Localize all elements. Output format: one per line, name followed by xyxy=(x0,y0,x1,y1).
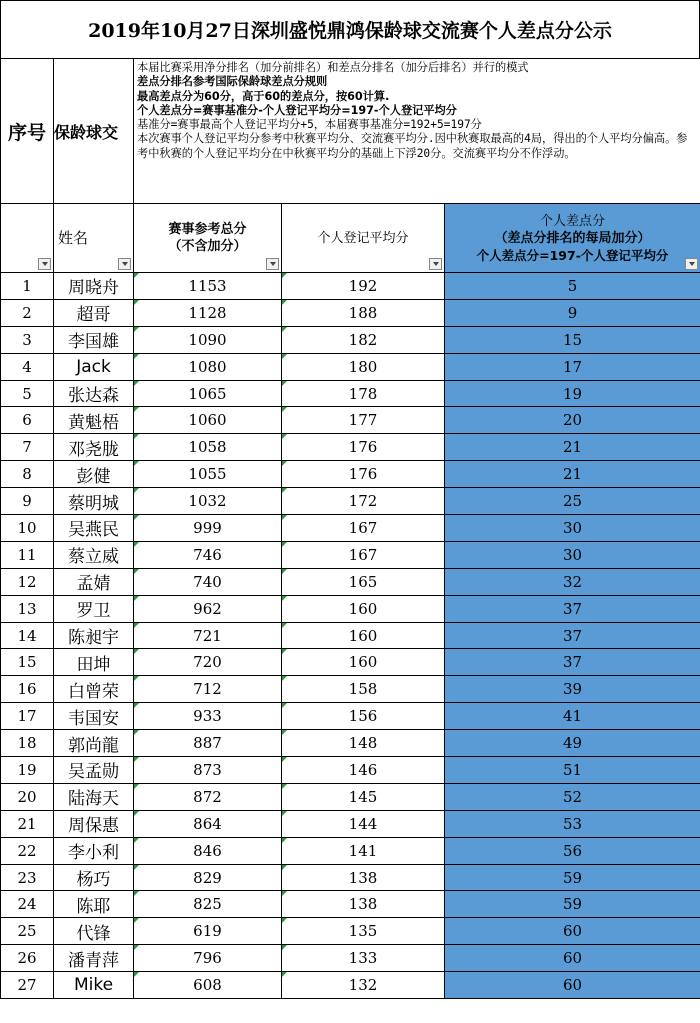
player-name-cell[interactable]: 陈昶宇 xyxy=(54,622,134,649)
total-score-cell[interactable]: 619 xyxy=(134,918,282,945)
row-number-cell[interactable]: 23 xyxy=(1,864,54,891)
filter-dropdown-icon[interactable] xyxy=(429,258,442,270)
row-number-cell[interactable]: 14 xyxy=(1,622,54,649)
total-score-cell[interactable]: 962 xyxy=(134,595,282,622)
average-score-cell[interactable]: 180 xyxy=(282,353,445,380)
handicap-cell[interactable]: 41 xyxy=(445,703,700,730)
total-score-cell[interactable]: 825 xyxy=(134,891,282,918)
player-name-cell[interactable]: 孟婧 xyxy=(54,568,134,595)
rules-note-line: 本次赛事个人登记平均分参考中秋赛平均分、交流赛平均分.因中秋赛取最高的4局，得出的个人平均分偏高。参考中秋赛的个人登记平均分在中秋赛平均分的基础上下浮20分。交流赛平均分不作浮动。 xyxy=(137,132,688,160)
row-number-cell[interactable]: 17 xyxy=(1,703,54,730)
row-number-cell[interactable]: 26 xyxy=(1,945,54,972)
rules-note-line: 差点分排名参考国际保龄球差点分规则 xyxy=(137,75,328,89)
seq-column-header xyxy=(1,204,54,273)
average-score-cell[interactable]: 188 xyxy=(282,299,445,326)
row-number-cell[interactable]: 27 xyxy=(1,972,54,999)
average-score-cell[interactable]: 160 xyxy=(282,595,445,622)
player-name-cell[interactable]: 李国雄 xyxy=(54,326,134,353)
table-row xyxy=(1,541,700,568)
avg-column-header xyxy=(282,204,445,273)
total-column-header xyxy=(134,204,282,273)
table-row xyxy=(1,891,700,918)
player-name-cell[interactable]: Jack xyxy=(54,353,134,380)
player-name-cell[interactable]: 代锋 xyxy=(54,918,134,945)
row-number-cell[interactable]: 5 xyxy=(1,380,54,407)
row-number-cell[interactable]: 12 xyxy=(1,568,54,595)
total-header-sublabel: （不含加分） xyxy=(168,239,247,254)
filter-dropdown-icon[interactable] xyxy=(685,258,698,270)
row-number-cell[interactable]: 19 xyxy=(1,757,54,784)
player-name-cell[interactable]: 彭健 xyxy=(54,461,134,488)
table-row xyxy=(1,407,700,434)
total-score-cell[interactable]: 721 xyxy=(134,622,282,649)
player-name-cell[interactable]: 田坤 xyxy=(54,649,134,676)
row-number-cell[interactable]: 11 xyxy=(1,541,54,568)
player-name-cell[interactable]: 陆海天 xyxy=(54,783,134,810)
handicap-cell[interactable]: 37 xyxy=(445,649,700,676)
average-score-cell[interactable]: 176 xyxy=(282,434,445,461)
average-score-cell[interactable]: 138 xyxy=(282,891,445,918)
handicap-cell[interactable]: 49 xyxy=(445,730,700,757)
handicap-column-header xyxy=(445,204,700,273)
average-score-cell[interactable]: 192 xyxy=(282,273,445,300)
player-name-cell[interactable]: 郭尚龍 xyxy=(54,730,134,757)
row-number-cell[interactable]: 13 xyxy=(1,595,54,622)
name-column-header xyxy=(54,204,134,273)
row-number-cell[interactable]: 10 xyxy=(1,515,54,542)
sheet-title: 2019年10月27日深圳盛悦鼎鸿保龄球交流赛个人差点分公示 xyxy=(0,0,700,58)
total-score-cell[interactable]: 872 xyxy=(134,783,282,810)
table-row xyxy=(1,353,700,380)
average-score-cell[interactable]: 156 xyxy=(282,703,445,730)
row-number-cell[interactable]: 16 xyxy=(1,676,54,703)
avg-header-label: 个人登记平均分 xyxy=(317,230,409,246)
table-row xyxy=(1,649,700,676)
table-row xyxy=(1,488,700,515)
table-row xyxy=(1,676,700,703)
row-number-cell[interactable]: 15 xyxy=(1,649,54,676)
total-score-cell[interactable]: 746 xyxy=(134,541,282,568)
handicap-cell[interactable]: 5 xyxy=(445,273,700,300)
average-score-cell[interactable]: 158 xyxy=(282,676,445,703)
row-number-cell[interactable]: 7 xyxy=(1,434,54,461)
total-score-cell[interactable]: 1055 xyxy=(134,461,282,488)
player-name-cell[interactable]: 周保惠 xyxy=(54,810,134,837)
row-number-cell[interactable]: 24 xyxy=(1,891,54,918)
average-score-cell[interactable]: 177 xyxy=(282,407,445,434)
table-row xyxy=(1,622,700,649)
total-score-cell[interactable]: 873 xyxy=(134,757,282,784)
average-score-cell[interactable]: 172 xyxy=(282,488,445,515)
player-name-cell[interactable]: 蔡明城 xyxy=(54,488,134,515)
total-score-cell[interactable]: 999 xyxy=(134,515,282,542)
total-score-cell[interactable]: 1065 xyxy=(134,380,282,407)
average-score-cell[interactable]: 145 xyxy=(282,783,445,810)
total-score-cell[interactable]: 608 xyxy=(134,972,282,999)
total-score-cell[interactable]: 933 xyxy=(134,703,282,730)
row-number-cell[interactable]: 4 xyxy=(1,353,54,380)
average-score-cell[interactable]: 165 xyxy=(282,568,445,595)
average-score-cell[interactable]: 160 xyxy=(282,622,445,649)
player-name-cell[interactable]: 周晓舟 xyxy=(54,273,134,300)
rules-note-line: 最高差点分为60分，高于60的差点分，按60计算. xyxy=(137,89,390,103)
handicap-cell[interactable]: 51 xyxy=(445,757,700,784)
handicap-cell[interactable]: 21 xyxy=(445,461,700,488)
player-name-cell[interactable]: 陈耶 xyxy=(54,891,134,918)
table-row xyxy=(1,326,700,353)
row-number-cell[interactable]: 21 xyxy=(1,810,54,837)
table-row xyxy=(1,380,700,407)
table-row xyxy=(1,461,700,488)
table-row xyxy=(1,273,700,300)
handicap-cell[interactable]: 20 xyxy=(445,407,700,434)
total-score-cell[interactable]: 1153 xyxy=(134,273,282,300)
handicap-table xyxy=(0,58,700,999)
row-number-cell[interactable]: 9 xyxy=(1,488,54,515)
handicap-cell[interactable]: 56 xyxy=(445,837,700,864)
handicap-cell[interactable]: 37 xyxy=(445,622,700,649)
table-row xyxy=(1,434,700,461)
player-name-cell[interactable]: 潘青萍 xyxy=(54,945,134,972)
average-score-cell[interactable]: 167 xyxy=(282,541,445,568)
row-number-cell[interactable]: 8 xyxy=(1,461,54,488)
player-name-cell[interactable]: 韦国安 xyxy=(54,703,134,730)
row-number-cell[interactable]: 20 xyxy=(1,783,54,810)
average-score-cell[interactable]: 178 xyxy=(282,380,445,407)
rules-note-line: 基准分=赛事最高个人登记平均分+5，本届赛事基准分=192+5=197分 xyxy=(137,118,482,132)
club-header: 保龄球交 xyxy=(54,59,134,204)
handicap-cell[interactable]: 32 xyxy=(445,568,700,595)
rules-notes xyxy=(134,59,700,204)
average-score-cell[interactable]: 160 xyxy=(282,649,445,676)
table-row xyxy=(1,837,700,864)
handicap-cell[interactable]: 15 xyxy=(445,326,700,353)
average-score-cell[interactable]: 146 xyxy=(282,757,445,784)
total-score-cell[interactable]: 1032 xyxy=(134,488,282,515)
average-score-cell[interactable]: 182 xyxy=(282,326,445,353)
handicap-cell[interactable]: 39 xyxy=(445,676,700,703)
total-score-cell[interactable]: 846 xyxy=(134,837,282,864)
player-name-cell[interactable]: Mike xyxy=(54,972,134,999)
table-row xyxy=(1,568,700,595)
handicap-cell[interactable]: 30 xyxy=(445,515,700,542)
row-number-cell[interactable]: 25 xyxy=(1,918,54,945)
handicap-header-label: 个人差点分 xyxy=(540,213,606,229)
total-score-cell[interactable]: 796 xyxy=(134,945,282,972)
table-row xyxy=(1,595,700,622)
average-score-cell[interactable]: 133 xyxy=(282,945,445,972)
total-score-cell[interactable]: 829 xyxy=(134,864,282,891)
table-row xyxy=(1,783,700,810)
table-row xyxy=(1,757,700,784)
row-number-cell[interactable]: 22 xyxy=(1,837,54,864)
total-score-cell[interactable]: 740 xyxy=(134,568,282,595)
average-score-cell[interactable]: 138 xyxy=(282,864,445,891)
row-number-cell[interactable]: 2 xyxy=(1,299,54,326)
total-header-label: 赛事参考总分 xyxy=(168,222,247,237)
table-row xyxy=(1,918,700,945)
total-score-cell[interactable]: 1058 xyxy=(134,434,282,461)
column-header-row xyxy=(1,204,700,273)
handicap-cell[interactable]: 53 xyxy=(445,810,700,837)
player-name-cell[interactable]: 杨巧 xyxy=(54,864,134,891)
table-row xyxy=(1,945,700,972)
row-number-cell[interactable]: 18 xyxy=(1,730,54,757)
filter-dropdown-icon[interactable] xyxy=(266,258,279,270)
handicap-cell[interactable]: 60 xyxy=(445,972,700,999)
handicap-cell[interactable]: 37 xyxy=(445,595,700,622)
handicap-cell[interactable]: 30 xyxy=(445,541,700,568)
player-name-cell[interactable]: 超哥 xyxy=(54,299,134,326)
total-score-cell[interactable]: 720 xyxy=(134,649,282,676)
handicap-cell[interactable]: 9 xyxy=(445,299,700,326)
player-name-cell[interactable]: 李小利 xyxy=(54,837,134,864)
player-name-cell[interactable]: 黄魁梧 xyxy=(54,407,134,434)
table-row xyxy=(1,810,700,837)
row-number-cell[interactable]: 1 xyxy=(1,273,54,300)
rules-note-line: 本届比赛采用净分排名（加分前排名）和差点分排名（加分后排名）并行的模式 xyxy=(137,61,529,74)
handicap-cell[interactable]: 60 xyxy=(445,945,700,972)
handicap-cell[interactable]: 19 xyxy=(445,380,700,407)
table-row xyxy=(1,972,700,999)
total-score-cell[interactable]: 887 xyxy=(134,730,282,757)
average-score-cell[interactable]: 135 xyxy=(282,918,445,945)
average-score-cell[interactable]: 144 xyxy=(282,810,445,837)
player-name-cell[interactable]: 邓尧胧 xyxy=(54,434,134,461)
average-score-cell[interactable]: 148 xyxy=(282,730,445,757)
row-number-cell[interactable]: 3 xyxy=(1,326,54,353)
player-name-cell[interactable]: 吴燕民 xyxy=(54,515,134,542)
handicap-cell[interactable]: 60 xyxy=(445,918,700,945)
handicap-cell[interactable]: 25 xyxy=(445,488,700,515)
seq-header: 序号 xyxy=(1,59,54,204)
player-name-cell[interactable]: 罗卫 xyxy=(54,595,134,622)
player-name-cell[interactable]: 张达森 xyxy=(54,380,134,407)
handicap-header-sublabel: （差点分排名的每局加分） xyxy=(494,230,651,246)
total-score-cell[interactable]: 1090 xyxy=(134,326,282,353)
table-row xyxy=(1,864,700,891)
table-row xyxy=(1,299,700,326)
average-score-cell[interactable]: 176 xyxy=(282,461,445,488)
filter-dropdown-icon[interactable] xyxy=(38,258,51,270)
row-number-cell[interactable]: 6 xyxy=(1,407,54,434)
player-name-cell[interactable]: 蔡立威 xyxy=(54,541,134,568)
info-row xyxy=(1,59,700,204)
filter-dropdown-icon[interactable] xyxy=(118,258,131,270)
name-header-label: 姓名 xyxy=(58,228,89,247)
player-name-cell[interactable]: 白曾荣 xyxy=(54,676,134,703)
table-row xyxy=(1,703,700,730)
table-row xyxy=(1,515,700,542)
rules-note-line: 个人差点分=赛事基准分-个人登记平均分=197-个人登记平均分 xyxy=(137,103,457,117)
handicap-cell[interactable]: 52 xyxy=(445,783,700,810)
average-score-cell[interactable]: 167 xyxy=(282,515,445,542)
handicap-cell[interactable]: 59 xyxy=(445,891,700,918)
total-score-cell[interactable]: 1060 xyxy=(134,407,282,434)
handicap-cell[interactable]: 59 xyxy=(445,864,700,891)
table-row xyxy=(1,730,700,757)
average-score-cell[interactable]: 132 xyxy=(282,972,445,999)
total-score-cell[interactable]: 712 xyxy=(134,676,282,703)
total-score-cell[interactable]: 1080 xyxy=(134,353,282,380)
handicap-header-formula: 个人差点分=197-个人登记平均分 xyxy=(476,247,669,263)
handicap-cell[interactable]: 21 xyxy=(445,434,700,461)
total-score-cell[interactable]: 864 xyxy=(134,810,282,837)
handicap-cell[interactable]: 17 xyxy=(445,353,700,380)
player-name-cell[interactable]: 吴孟勋 xyxy=(54,757,134,784)
total-score-cell[interactable]: 1128 xyxy=(134,299,282,326)
average-score-cell[interactable]: 141 xyxy=(282,837,445,864)
